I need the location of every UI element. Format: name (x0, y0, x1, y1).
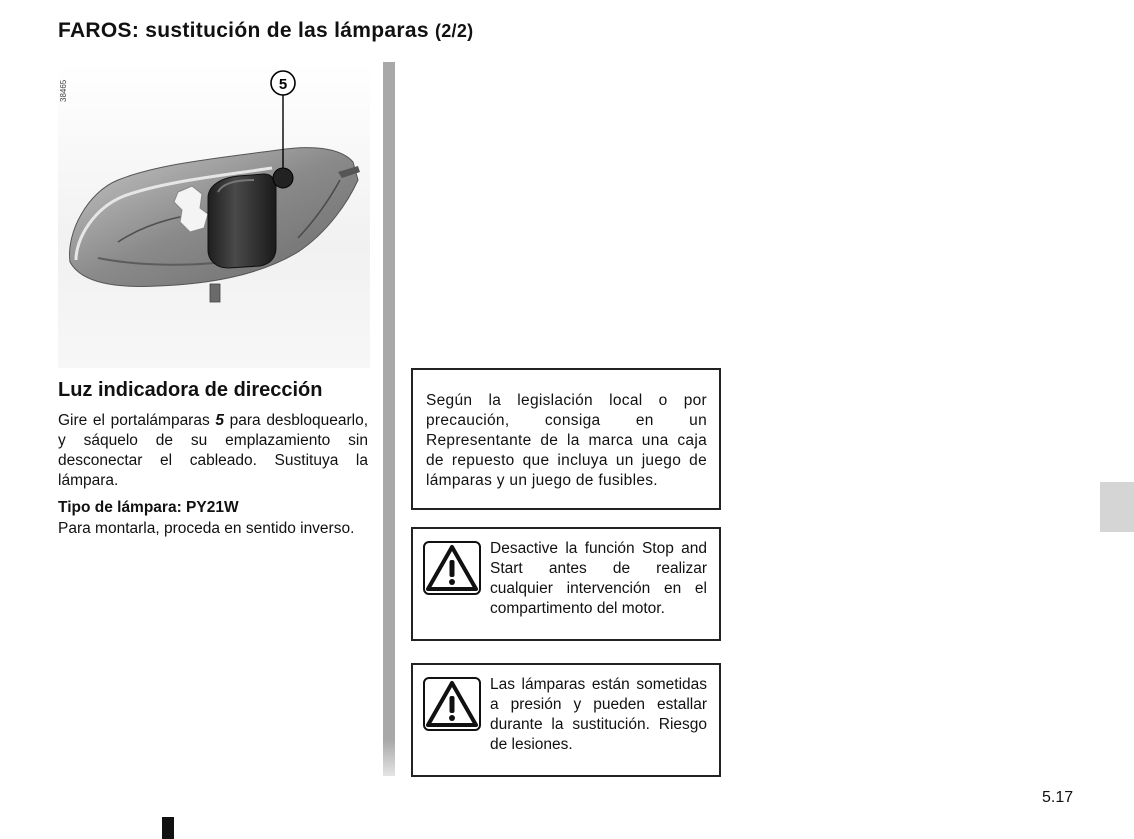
warning-triangle-icon (423, 541, 481, 595)
stop-start-warning-box (411, 527, 721, 641)
title-sub: (2/2) (434, 21, 474, 41)
pressure-warning-text: Las lámparas están sometidas a presión y pueden estallar durante la sustitución. Riesgo de lesiones. (490, 676, 707, 753)
column-divider (383, 62, 395, 776)
chapter-tab (1100, 482, 1134, 532)
stop-start-warning-text: Desactive la función Stop and Start antes de realizar cualquier intervención en el compartimento del motor. (490, 540, 707, 617)
instruction-text-2: para desbloquearlo, y sáquelo de su emplazamiento sin desconectar el cableado. Sustituya la lámpara. (58, 412, 369, 489)
title-main: FAROS: sustitución de las lámparas (58, 19, 429, 42)
column-divider-fade (383, 740, 395, 776)
section-heading: Luz indicadora de dirección (58, 379, 323, 401)
lamp-type-label: Tipo de lámpara: PY21W (58, 499, 239, 516)
headlamp-illustration (58, 62, 370, 368)
warning-triangle-icon (423, 677, 481, 731)
footer-mark (162, 817, 174, 839)
page-number: 5.17 (1042, 789, 1074, 806)
callout-5: 5 (278, 76, 288, 93)
pressure-warning-box (411, 663, 721, 777)
legislation-note-text: Según la legislación local o por precaución, consiga en un Representante de la marca una caja de repuesto que incluya un juego de lámparas y un juego de fusibles. (426, 392, 707, 489)
instruction-ref-5: 5 (215, 412, 224, 429)
figure-code: 38465 (59, 79, 68, 102)
instruction-paragraph (58, 411, 368, 491)
refit-paragraph: Para montarla, proceda en sentido inverso. (58, 520, 355, 537)
page-title (58, 19, 473, 43)
legislation-note-box (411, 368, 721, 510)
instruction-text-1: Gire el portalámparas (58, 412, 216, 429)
